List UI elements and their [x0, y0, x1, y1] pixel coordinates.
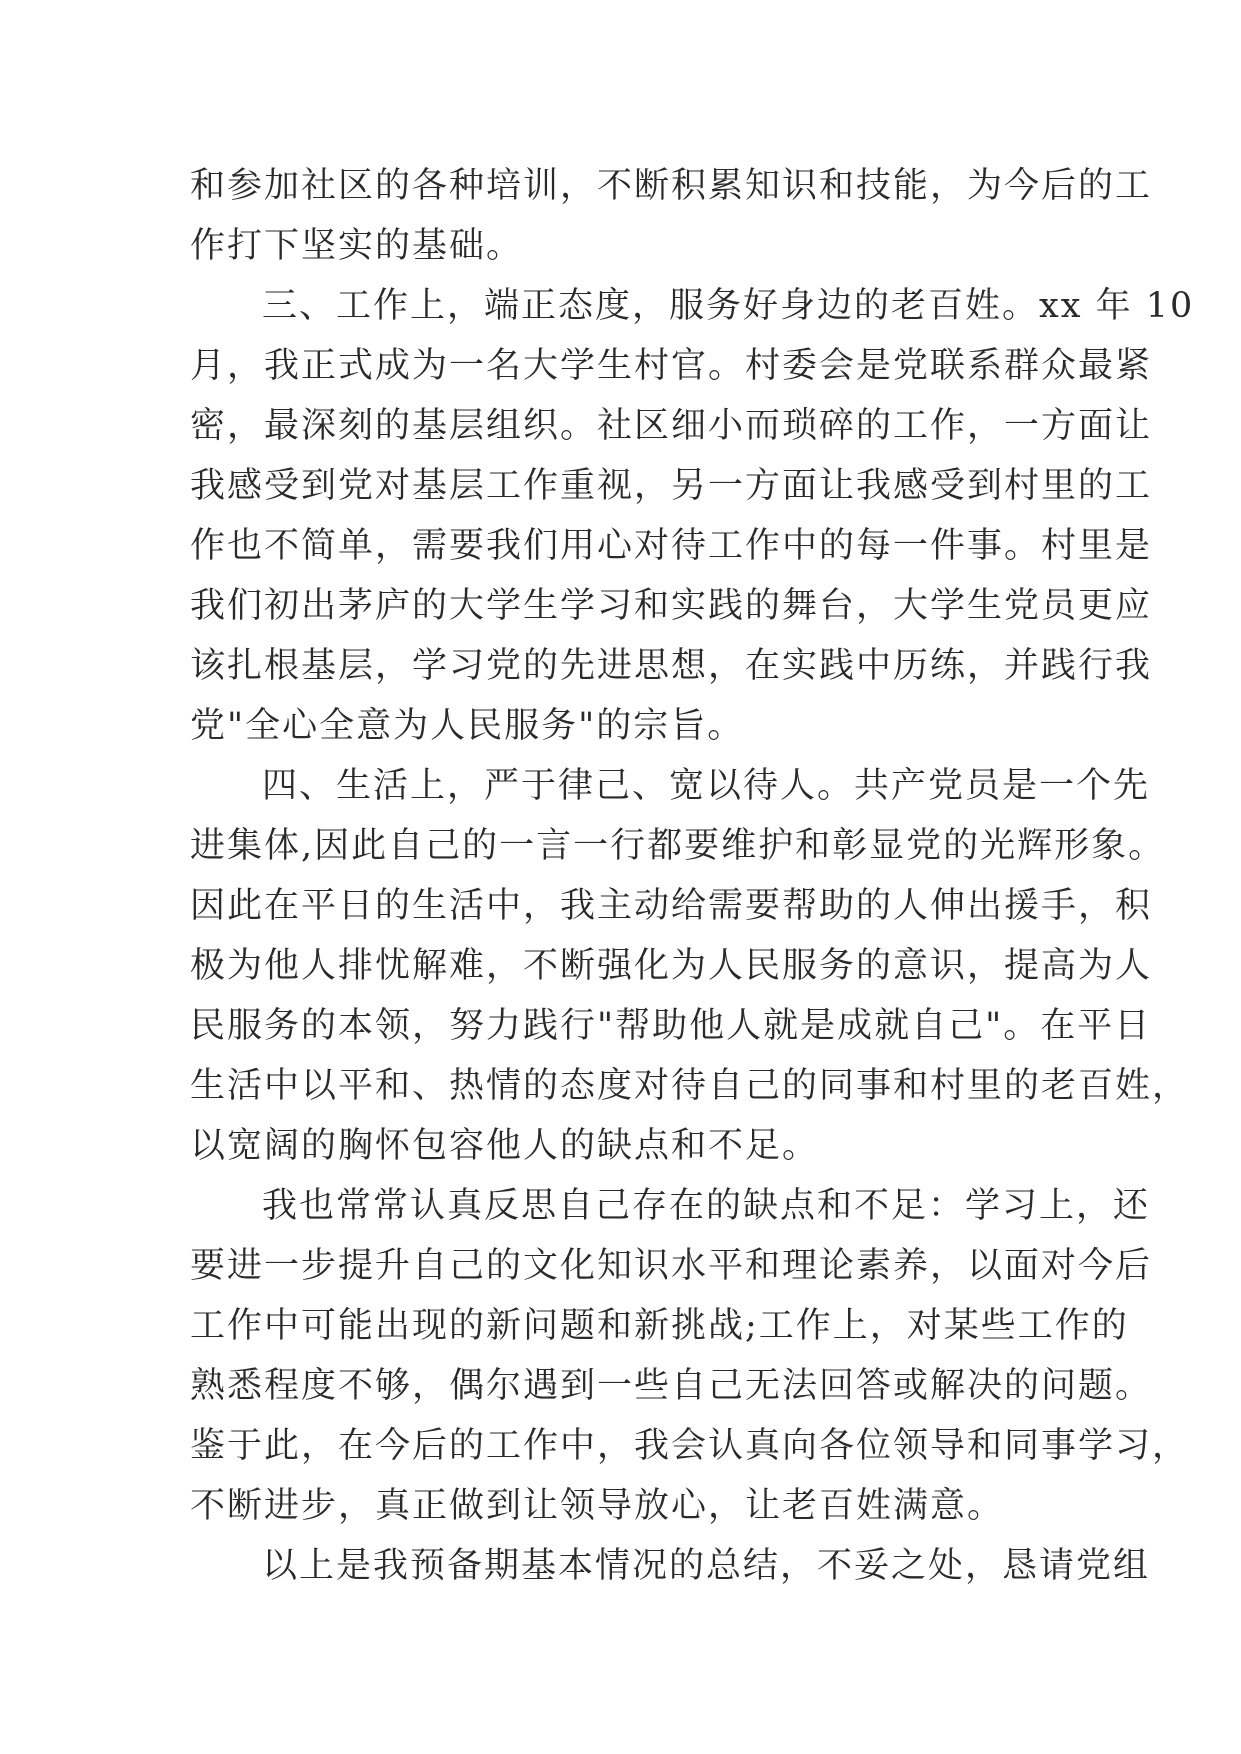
paragraph-start-line: 以上是我预备期基本情况的总结，不妥之处，恳请党组 [262, 1546, 1151, 1586]
text-line: 和参加社区的各种培训，不断积累知识和技能，为今后的工 [190, 166, 1153, 206]
text-line: 极为他人排忧解难，不断强化为人民服务的意识，提高为人 [190, 946, 1153, 986]
text-line: 鉴于此，在今后的工作中，我会认真向各位领导和同事学习， [190, 1426, 1190, 1466]
text-line: 作也不简单，需要我们用心对待工作中的每一件事。村里是 [190, 526, 1153, 566]
text-line: 该扎根基层，学习党的先进思想，在实践中历练，并践行我 [190, 646, 1153, 686]
text-line: 作打下坚实的基础。 [190, 226, 524, 266]
text-line: 党"全心全意为人民服务"的宗旨。 [190, 706, 745, 746]
paragraph-start-line: 四、生活上，严于律己、宽以待人。共产党员是一个先 [262, 766, 1151, 806]
text-line: 以宽阔的胸怀包容他人的缺点和不足。 [190, 1126, 820, 1166]
text-line: 密，最深刻的基层组织。社区细小而琐碎的工作，一方面让 [190, 406, 1153, 446]
text-line: 因此在平日的生活中，我主动给需要帮助的人伸出援手，积 [190, 886, 1153, 926]
text-line: 进集体,因此自己的一言一行都要维护和彰显党的光辉形象。 [190, 826, 1166, 866]
text-line: 要进一步提升自己的文化知识水平和理论素养，以面对今后 [190, 1246, 1153, 1286]
text-line: 不断进步，真正做到让领导放心，让老百姓满意。 [190, 1486, 1005, 1526]
paragraph-start-line: 三、工作上，端正态度，服务好身边的老百姓。xx 年 10 [262, 286, 1195, 326]
text-line: 月，我正式成为一名大学生村官。村委会是党联系群众最紧 [190, 346, 1153, 386]
text-line: 民服务的本领，努力践行"帮助他人就是成就自己"。在平日 [190, 1006, 1152, 1046]
text-line: 熟悉程度不够，偶尔遇到一些自己无法回答或解决的问题。 [190, 1366, 1153, 1406]
body-text [190, 156, 1195, 1596]
text-line: 工作中可能出现的新问题和新挑战;工作上，对某些工作的 [190, 1306, 1129, 1346]
paragraph-start-line: 我也常常认真反思自己存在的缺点和不足：学习上，还 [262, 1186, 1151, 1226]
text-line: 我们初出茅庐的大学生学习和实践的舞台，大学生党员更应 [190, 586, 1153, 626]
text-line: 我感受到党对基层工作重视，另一方面让我感受到村里的工 [190, 466, 1153, 506]
text-line: 生活中以平和、热情的态度对待自己的同事和村里的老百姓， [190, 1066, 1190, 1106]
